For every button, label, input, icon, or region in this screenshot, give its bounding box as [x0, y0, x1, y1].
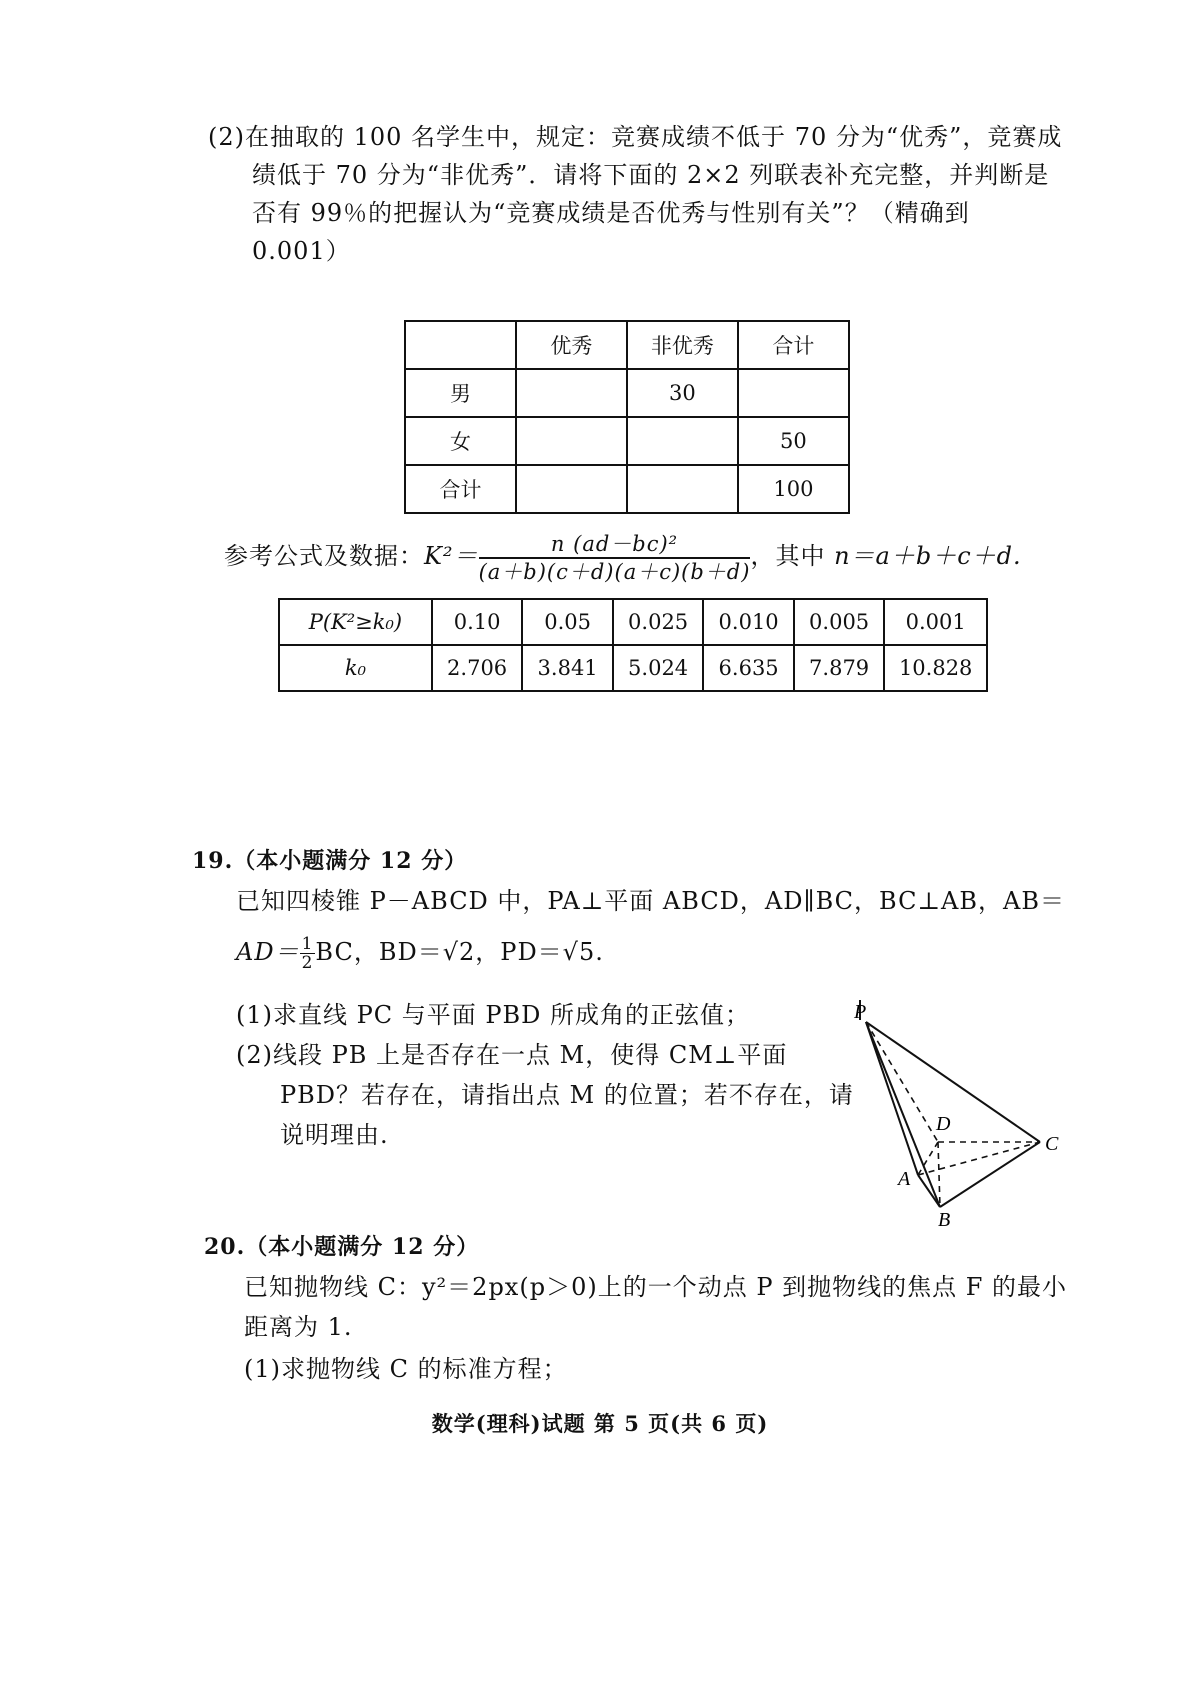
q19-sub2-line3: 说明理由. [280, 1121, 389, 1149]
label-c: C [1045, 1133, 1059, 1155]
table-cell: 0.010 [703, 599, 794, 645]
table-row [405, 465, 849, 513]
q19-line2 [236, 930, 604, 974]
label-a: A [898, 1168, 911, 1190]
q20-line2: 距离为 1. [244, 1313, 353, 1341]
q18-part2-line4: 0.001） [252, 237, 351, 265]
table-cell [627, 417, 738, 465]
table-row [405, 417, 849, 465]
table-row [279, 645, 987, 691]
table-cell: 5.024 [613, 645, 704, 691]
formula-denominator: (a＋b)(c＋d)(a＋c)(b＋d) [478, 559, 751, 584]
q19-heading: 19.（本小题满分 12 分） [192, 848, 468, 874]
table-row [405, 321, 849, 369]
edge-bc [940, 1142, 1040, 1207]
table-cell: 10.828 [884, 645, 987, 691]
q18-part2-line1: (2)在抽取的 100 名学生中，规定：竞赛成绩不低于 70 分为“优秀”，竞赛成 [208, 123, 1063, 151]
table-cell [627, 465, 738, 513]
edge-pc [866, 1022, 1040, 1142]
formula-fraction [479, 531, 751, 585]
table-cell: 0.025 [613, 599, 704, 645]
table-cell: 100 [738, 465, 849, 513]
table-cell: 30 [627, 369, 738, 417]
q20-line1: 已知抛物线 C：y²＝2px(p＞0)上的一个动点 P 到抛物线的焦点 F 的最小 [244, 1273, 1068, 1301]
page-footer: 数学(理科)试题 第 5 页(共 6 页) [431, 1411, 769, 1436]
q19-half-fraction [300, 935, 316, 972]
edge-ac [918, 1142, 1040, 1175]
formula-prefix: 参考公式及数据： [224, 542, 424, 570]
q18-part2-line3: 否有 99％的把握认为“竞赛成绩是否优秀与性别有关”？（精确到 [252, 199, 970, 227]
label-b: B [938, 1209, 951, 1230]
table-cell [516, 465, 627, 513]
table-cell: 0.001 [884, 599, 987, 645]
q18-part2-line2: 绩低于 70 分为“非优秀”．请将下面的 2×2 列联表补充完整，并判断是 [252, 161, 1050, 189]
table-cell: 男 [405, 369, 516, 417]
q19-frac-denominator: 2 [301, 953, 314, 973]
table-row-label: P(K²≥k₀) [279, 599, 432, 645]
table-header-cell: 非优秀 [627, 321, 738, 369]
table-cell [405, 321, 516, 369]
table-row [279, 599, 987, 645]
table-cell: 0.05 [522, 599, 613, 645]
table-cell: 3.841 [522, 645, 613, 691]
table-header-cell: 优秀 [516, 321, 627, 369]
table-cell [516, 369, 627, 417]
formula-numerator: n (ad－bc)² [479, 531, 751, 559]
table-cell: 女 [405, 417, 516, 465]
formula-suffix-math: n＝a＋b＋c＋d. [834, 542, 1022, 570]
reference-formula [224, 526, 1022, 586]
table-cell [738, 369, 849, 417]
q19-sub1: (1)求直线 PC 与平面 PBD 所成角的正弦值； [236, 1001, 751, 1029]
critical-values-table [278, 598, 988, 692]
pyramid-figure [840, 1000, 1060, 1230]
edge-db [938, 1142, 940, 1207]
label-d: D [936, 1113, 951, 1135]
table-cell: 0.005 [794, 599, 885, 645]
formula-suffix-text: ，其中 [750, 542, 835, 570]
table-cell [516, 417, 627, 465]
edge-pd [866, 1022, 938, 1142]
table-cell: 0.10 [432, 599, 523, 645]
label-p: P [854, 1001, 867, 1023]
q20-sub1: (1)求抛物线 C 的标准方程； [244, 1355, 568, 1383]
q19-frac-numerator: 1 [301, 934, 314, 954]
q19-sub2-line2: PBD？若存在，请指出点 M 的位置；若不存在，请 [280, 1081, 854, 1109]
edge-pa [866, 1022, 918, 1175]
q20-heading: 20.（本小题满分 12 分） [204, 1234, 480, 1260]
q19-line2-start: AD＝ [236, 938, 300, 966]
table-cell: 合计 [405, 465, 516, 513]
table-cell: 7.879 [794, 645, 885, 691]
formula-k-symbol: K²＝ [424, 542, 479, 570]
q19-line2-end: BC，BD＝√2，PD＝√5. [315, 938, 604, 966]
table-cell: 6.635 [703, 645, 794, 691]
q19-line1: 已知四棱锥 P－ABCD 中，PA⊥平面 ABCD，AD∥BC，BC⊥AB，AB＝ [236, 887, 1065, 915]
table-cell: 2.706 [432, 645, 523, 691]
q19-sub2-line1: (2)线段 PB 上是否存在一点 M，使得 CM⊥平面 [236, 1041, 788, 1069]
table-row-label: k₀ [279, 645, 432, 691]
table-row [405, 369, 849, 417]
table-cell: 50 [738, 417, 849, 465]
contingency-table [404, 320, 850, 514]
table-header-cell: 合计 [738, 321, 849, 369]
